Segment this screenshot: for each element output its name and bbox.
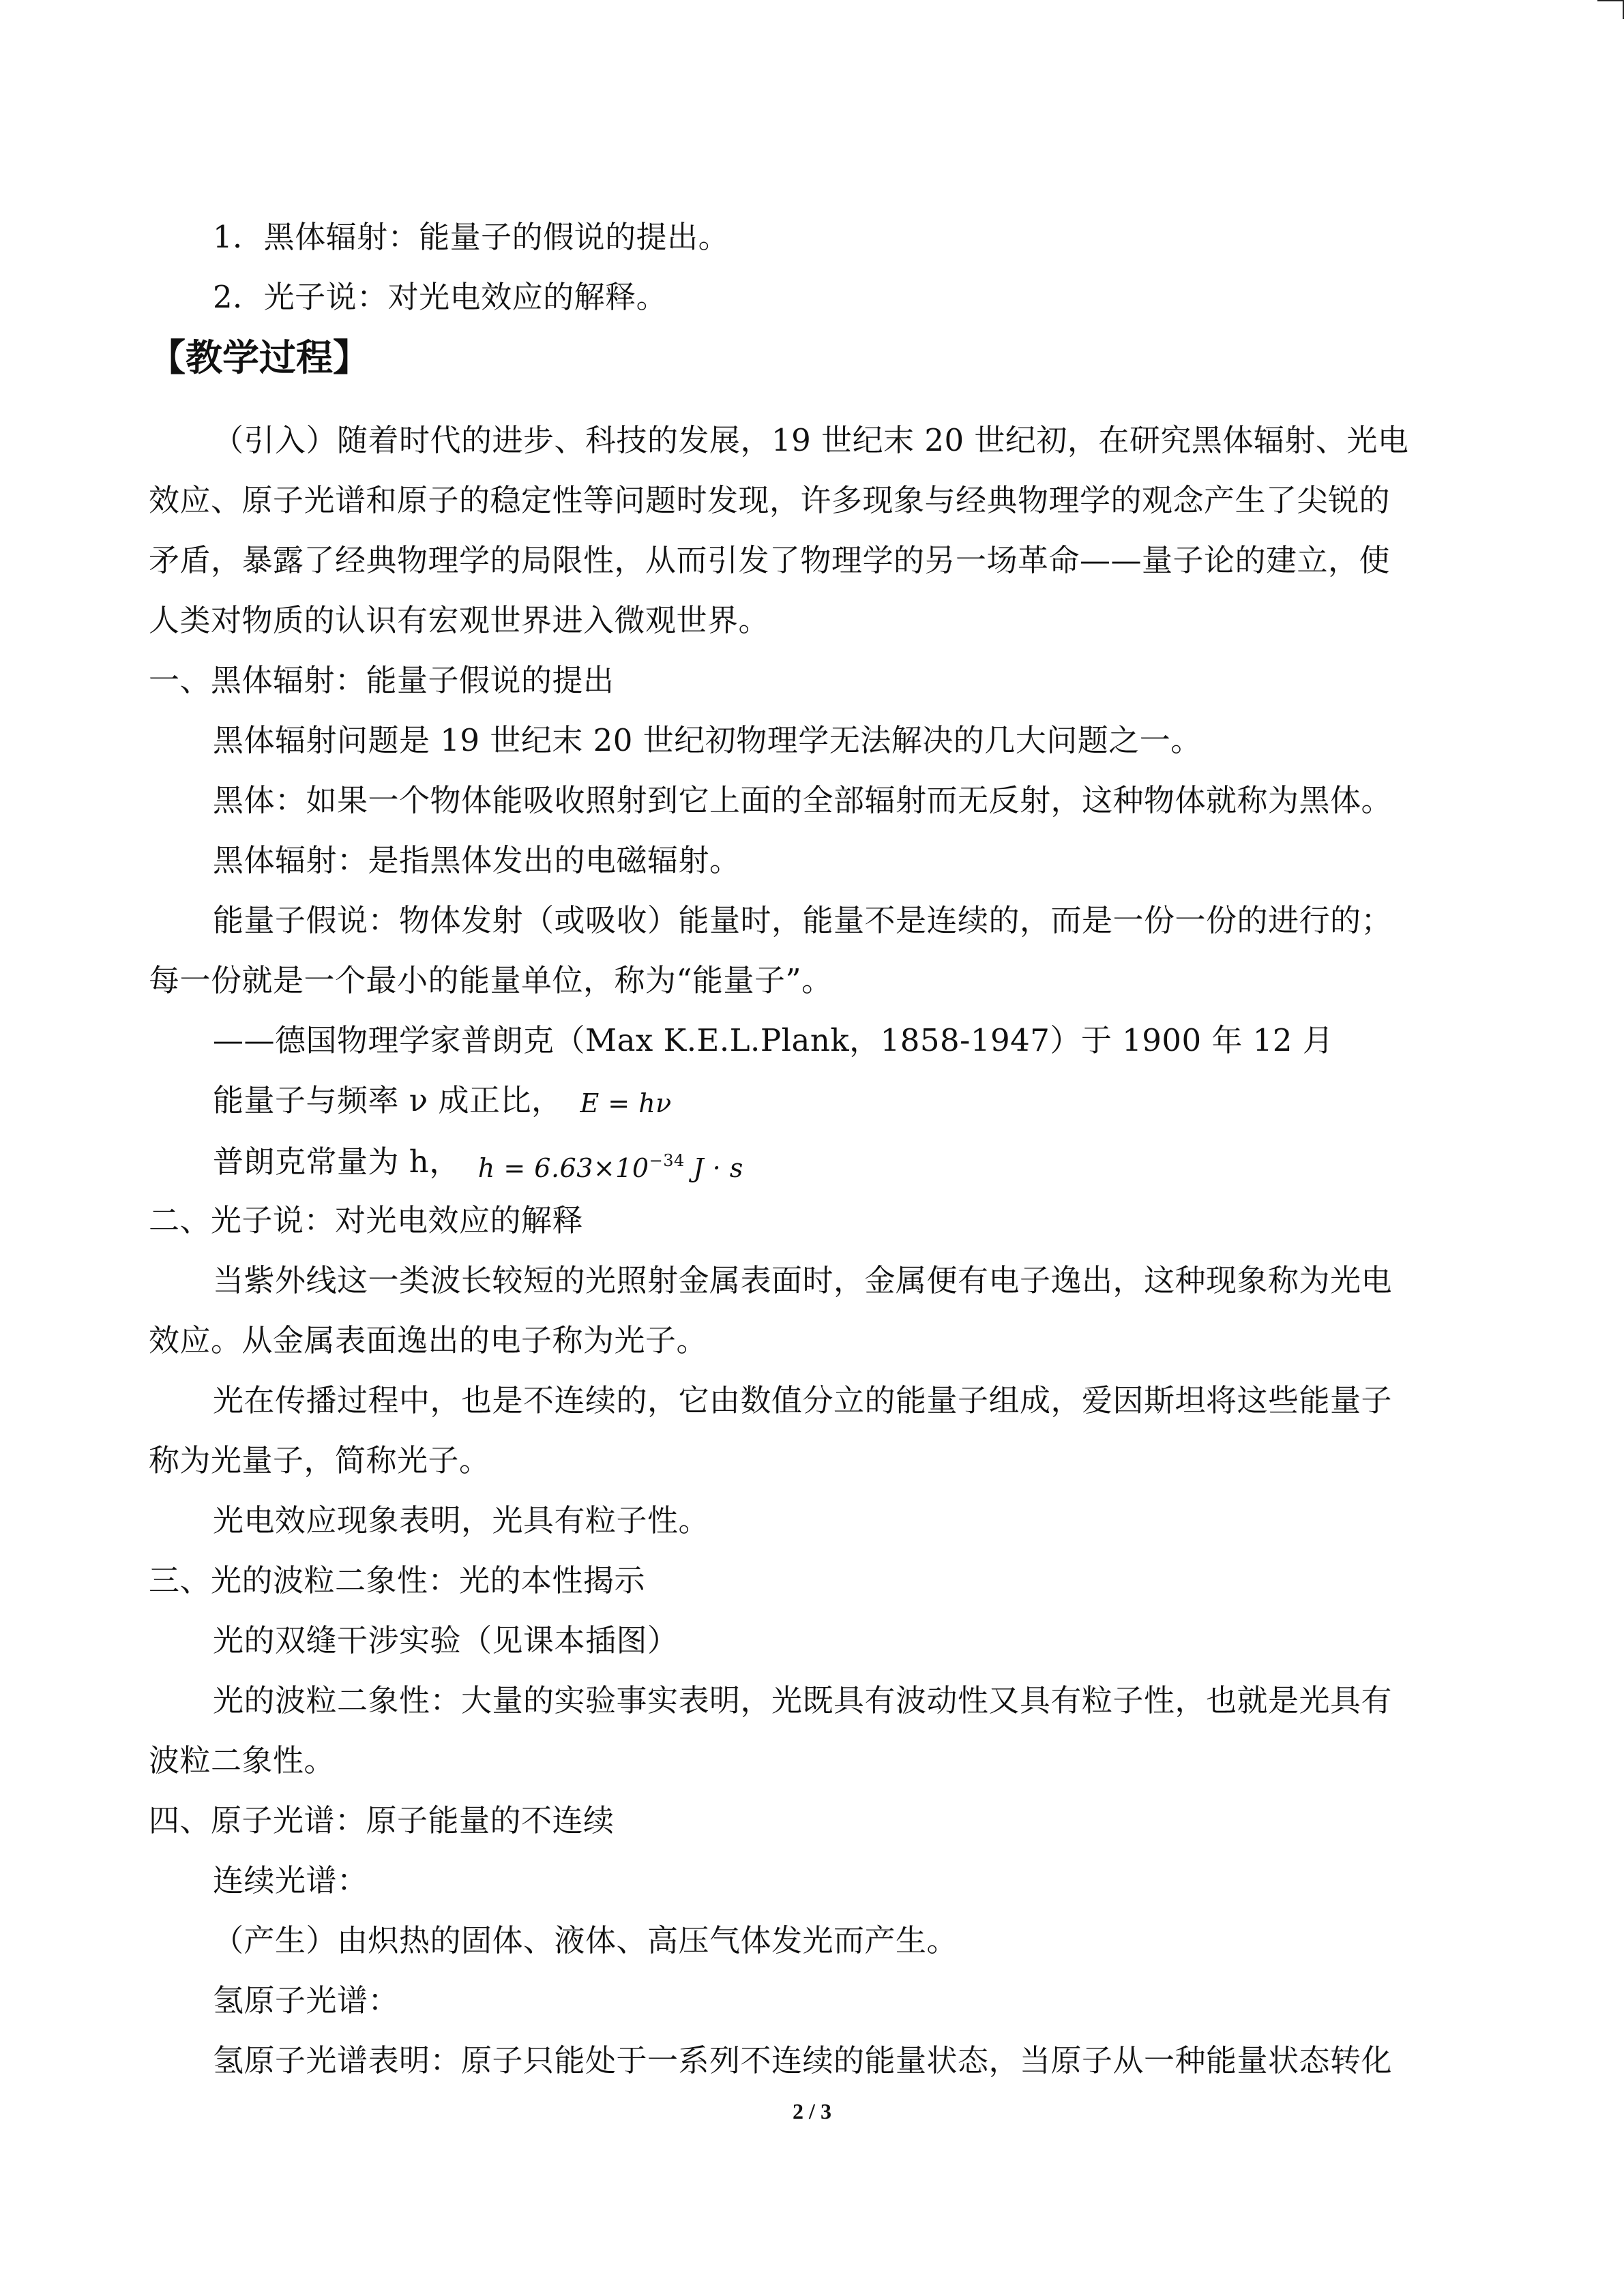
- section1-paragraph-4b: 每一份就是一个最小的能量单位，称为“能量子”。: [149, 962, 833, 998]
- section-heading-teaching-process: 【教学过程】: [149, 336, 370, 379]
- section2-title: 二、光子说：对光电效应的解释: [149, 1202, 584, 1238]
- section1-planck-constant-line: [213, 1140, 743, 1181]
- planck-constant-unit: J · s: [693, 1153, 743, 1183]
- section1-paragraph-2: 黑体：如果一个物体能吸收照射到它上面的全部辐射而无反射，这种物体就称为黑体。: [213, 782, 1393, 818]
- section3-paragraph-2a: 光的波粒二象性：大量的实验事实表明，光既具有波动性又具有粒子性，也就是光具有: [213, 1682, 1393, 1718]
- page-number: 2 / 3: [793, 2099, 831, 2123]
- section4-paragraph-1: 连续光谱：: [213, 1862, 368, 1898]
- section1-energy-frequency-line: [213, 1080, 672, 1121]
- section2-paragraph-2a: 光在传播过程中，也是不连续的，它由数值分立的能量子组成，爱因斯坦将这些能量子: [213, 1382, 1393, 1418]
- section1-paragraph-3: 黑体辐射：是指黑体发出的电磁辐射。: [213, 842, 741, 878]
- section2-paragraph-1a: 当紫外线这一类波长较短的光照射金属表面时，金属便有电子逸出，这种现象称为光电: [213, 1262, 1393, 1298]
- intro-line-4: 人类对物质的认识有宏观世界进入微观世界。: [149, 602, 770, 638]
- intro-line-3: 矛盾，暴露了经典物理学的局限性，从而引发了物理学的另一场革命——量子论的建立，使: [149, 542, 1391, 578]
- summary-item-2: 2．光子说：对光电效应的解释。: [213, 279, 668, 315]
- intro-line-2: 效应、原子光谱和原子的稳定性等问题时发现，许多现象与经典物理学的观念产生了尖锐的: [149, 482, 1391, 518]
- section3-paragraph-2b: 波粒二象性。: [149, 1742, 336, 1778]
- section2-paragraph-1b: 效应。从金属表面逸出的电子称为光子。: [149, 1322, 708, 1358]
- planck-constant-formula: [478, 1140, 743, 1189]
- section3-paragraph-1: 光的双缝干涉实验（见课本插图）: [213, 1622, 679, 1658]
- section4-paragraph-4: 氢原子光谱表明：原子只能处于一系列不连续的能量状态，当原子从一种能量状态转化: [213, 2042, 1393, 2078]
- section1-title: 一、黑体辐射：能量子假说的提出: [149, 662, 615, 698]
- section4-paragraph-3: 氢原子光谱：: [213, 1982, 400, 2018]
- page-corner-mark: [1597, 0, 1624, 1]
- section4-title: 四、原子光谱：原子能量的不连续: [149, 1802, 615, 1838]
- section1-paragraph-1: 黑体辐射问题是 19 世纪末 20 世纪初物理学无法解决的几大问题之一。: [213, 722, 1202, 758]
- section1-paragraph-6: 能量子与频率 ν 成正比，: [213, 1082, 563, 1118]
- planck-relation-formula: E = hν: [580, 1088, 672, 1118]
- section2-paragraph-2b: 称为光量子，简称光子。: [149, 1442, 490, 1478]
- section1-paragraph-4a: 能量子假说：物体发射（或吸收）能量时，能量不是连续的，而是一份一份的进行的；: [213, 902, 1393, 938]
- planck-constant-base: h = 6.63×10: [477, 1153, 649, 1183]
- section3-title: 三、光的波粒二象性：光的本性揭示: [149, 1562, 646, 1598]
- intro-line-1: （引入）随着时代的进步、科技的发展，19 世纪末 20 世纪初，在研究黑体辐射、光电: [213, 422, 1409, 458]
- section2-paragraph-3: 光电效应现象表明，光具有粒子性。: [213, 1502, 710, 1538]
- summary-item-1: 1．黑体辐射：能量子的假说的提出。: [213, 219, 730, 255]
- section4-paragraph-2: （产生）由炽热的固体、液体、高压气体发光而产生。: [213, 1922, 958, 1958]
- section1-paragraph-5: ——德国物理学家普朗克（Max K.E.L.Plank，1858-1947）于 1900 年 12 月: [213, 1022, 1334, 1058]
- section1-paragraph-7: 普朗克常量为 h，: [213, 1144, 460, 1180]
- planck-constant-exponent: −34: [649, 1151, 685, 1170]
